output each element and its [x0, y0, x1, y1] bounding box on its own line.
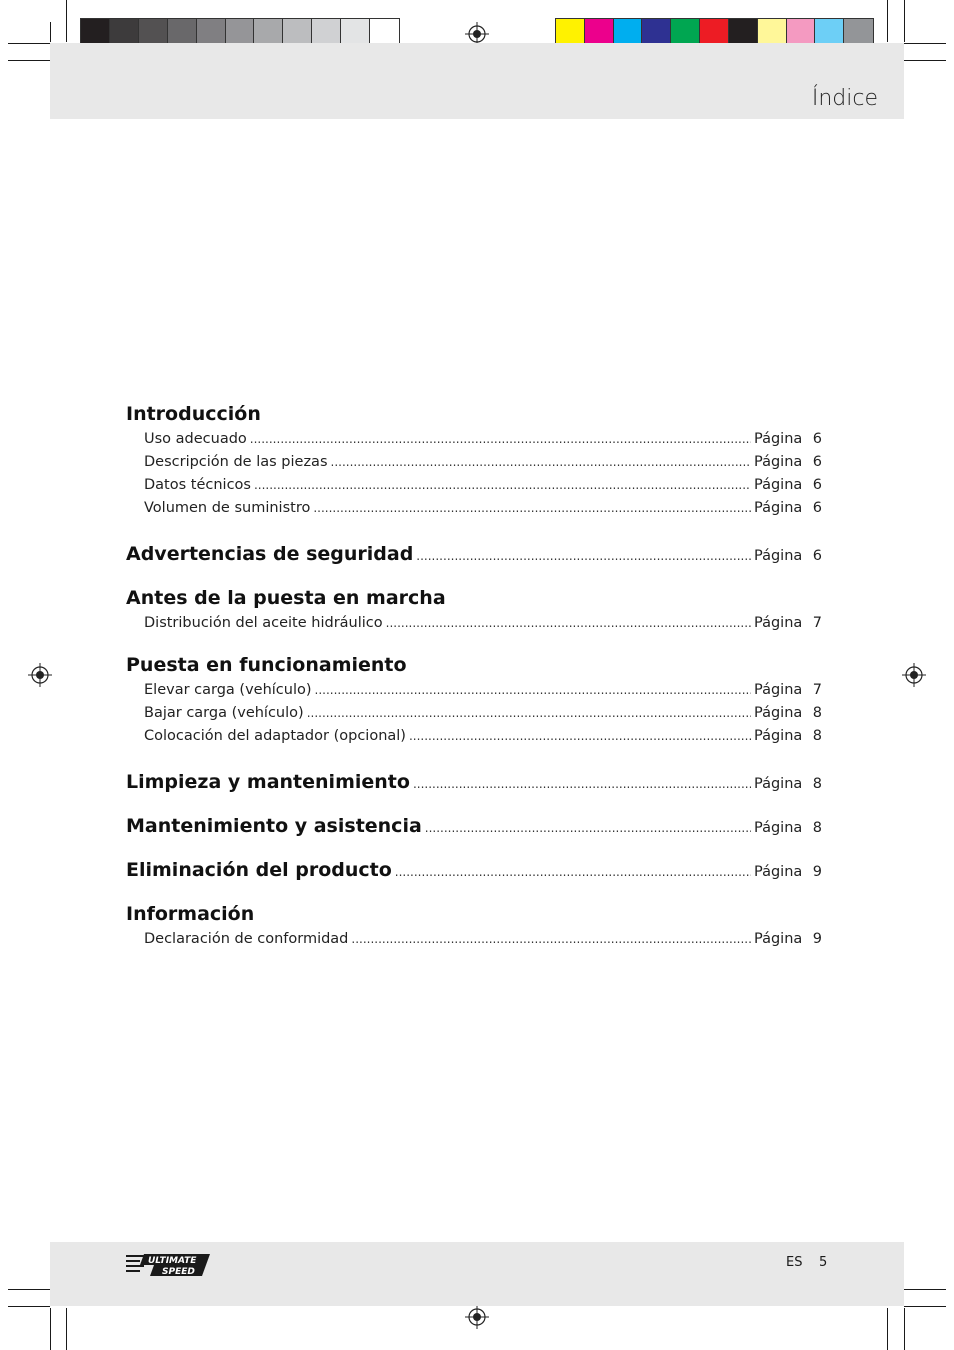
- page-number: 6: [812, 477, 822, 493]
- dot-leader: [331, 451, 752, 474]
- page-label: Página: [754, 477, 803, 493]
- crop-mark: [904, 1306, 946, 1307]
- toc-entry[interactable]: [126, 497, 822, 520]
- toc-section-title: Mantenimiento y asistencia: [126, 815, 422, 837]
- toc-section-informacion: [126, 900, 822, 951]
- page-label: Página: [754, 500, 803, 516]
- page-number: 8: [812, 820, 822, 836]
- page-number: 8: [812, 776, 822, 792]
- toc-section-mantenimiento[interactable]: [126, 812, 822, 840]
- toc-entry[interactable]: [126, 679, 822, 702]
- page-label: Página: [754, 728, 803, 744]
- toc-entry-label: Elevar carga (vehículo): [144, 682, 312, 698]
- dot-leader: [313, 497, 751, 520]
- page-number: 9: [812, 864, 822, 880]
- svg-text:SPEED: SPEED: [162, 1267, 195, 1277]
- page-label: Página: [754, 682, 803, 698]
- toc-entry[interactable]: [126, 428, 822, 451]
- dot-leader: [409, 725, 751, 748]
- toc-entry[interactable]: [126, 725, 822, 748]
- page-title: Índice: [811, 86, 878, 111]
- registration-mark-icon: [465, 1305, 489, 1329]
- crop-mark: [887, 1308, 888, 1350]
- toc-entry-label: Uso adecuado: [144, 431, 247, 447]
- page-label: Página: [754, 931, 803, 947]
- toc-section-title: Información: [126, 903, 255, 925]
- crop-mark: [904, 1308, 905, 1350]
- svg-text:ULTIMATE: ULTIMATE: [148, 1256, 197, 1266]
- crop-mark: [66, 1308, 67, 1350]
- toc-entry[interactable]: [126, 928, 822, 951]
- dot-leader: [254, 474, 751, 497]
- toc-entry[interactable]: [126, 702, 822, 725]
- toc-entry[interactable]: [126, 474, 822, 497]
- crop-mark: [50, 1308, 51, 1350]
- page-number-footer: 5: [819, 1255, 828, 1270]
- page-number: 6: [812, 454, 822, 470]
- crop-mark: [887, 0, 888, 42]
- toc-entry-label: Distribución del aceite hidráulico: [144, 615, 383, 631]
- toc-section-advertencias[interactable]: [126, 540, 822, 568]
- page-number: 9: [812, 931, 822, 947]
- registration-mark-icon: [28, 663, 52, 687]
- crop-mark: [904, 43, 946, 44]
- toc-entry-label: Declaración de conformidad: [144, 931, 349, 947]
- dot-leader: [416, 542, 751, 570]
- ultimate-speed-logo-icon: [126, 1252, 214, 1278]
- toc-section-introduccion: [126, 400, 822, 520]
- toc-entry-label: Descripción de las piezas: [144, 454, 328, 470]
- toc-section-title: Antes de la puesta en marcha: [126, 587, 446, 609]
- page-label: Página: [754, 431, 803, 447]
- page-label: Página: [754, 864, 803, 880]
- page-label: Página: [754, 615, 803, 631]
- header-band: [50, 43, 904, 119]
- crop-mark: [8, 60, 50, 61]
- dot-leader: [386, 612, 751, 635]
- page-label: Página: [754, 776, 803, 792]
- page-number: 7: [812, 615, 822, 631]
- crop-mark: [8, 43, 50, 44]
- toc-section-limpieza[interactable]: [126, 768, 822, 796]
- page-label: Página: [754, 548, 803, 564]
- page-number: 7: [812, 682, 822, 698]
- page-number: 6: [812, 548, 822, 564]
- dot-leader: [425, 814, 751, 842]
- toc-section-puesta: [126, 651, 822, 748]
- toc-section-title: Limpieza y mantenimiento: [126, 771, 410, 793]
- toc-entry-label: Volumen de suministro: [144, 500, 311, 516]
- page-number: 8: [812, 728, 822, 744]
- crop-mark: [66, 0, 67, 42]
- toc-entry-label: Bajar carga (vehículo): [144, 705, 304, 721]
- toc-entry[interactable]: [126, 451, 822, 474]
- crop-mark: [8, 1289, 50, 1290]
- crop-mark: [904, 0, 905, 42]
- language-code: ES: [786, 1255, 803, 1270]
- dot-leader: [413, 770, 751, 798]
- toc-entry-label: Colocación del adaptador (opcional): [144, 728, 406, 744]
- dot-leader: [395, 858, 751, 886]
- crop-mark: [904, 1289, 946, 1290]
- registration-mark-icon: [902, 663, 926, 687]
- toc-section-antes: [126, 584, 822, 635]
- dot-leader: [307, 702, 751, 725]
- dot-leader: [315, 679, 751, 702]
- page-label: Página: [754, 454, 803, 470]
- toc-section-title: Introducción: [126, 403, 261, 425]
- toc-section-title: Advertencias de seguridad: [126, 543, 414, 565]
- table-of-contents: [126, 400, 822, 951]
- toc-entry-label: Datos técnicos: [144, 477, 251, 493]
- page-number: 6: [812, 500, 822, 516]
- page-label: Página: [754, 705, 803, 721]
- toc-section-title: Eliminación del producto: [126, 859, 392, 881]
- page-number: 8: [812, 705, 822, 721]
- toc-section-title: Puesta en funcionamiento: [126, 654, 407, 676]
- crop-mark: [904, 60, 946, 61]
- toc-entry[interactable]: [126, 612, 822, 635]
- page-label: Página: [754, 820, 803, 836]
- toc-section-eliminacion[interactable]: [126, 856, 822, 884]
- dot-leader: [351, 928, 751, 951]
- dot-leader: [250, 428, 751, 451]
- crop-mark: [50, 22, 51, 42]
- page-number: 6: [812, 431, 822, 447]
- crop-mark: [8, 1306, 50, 1307]
